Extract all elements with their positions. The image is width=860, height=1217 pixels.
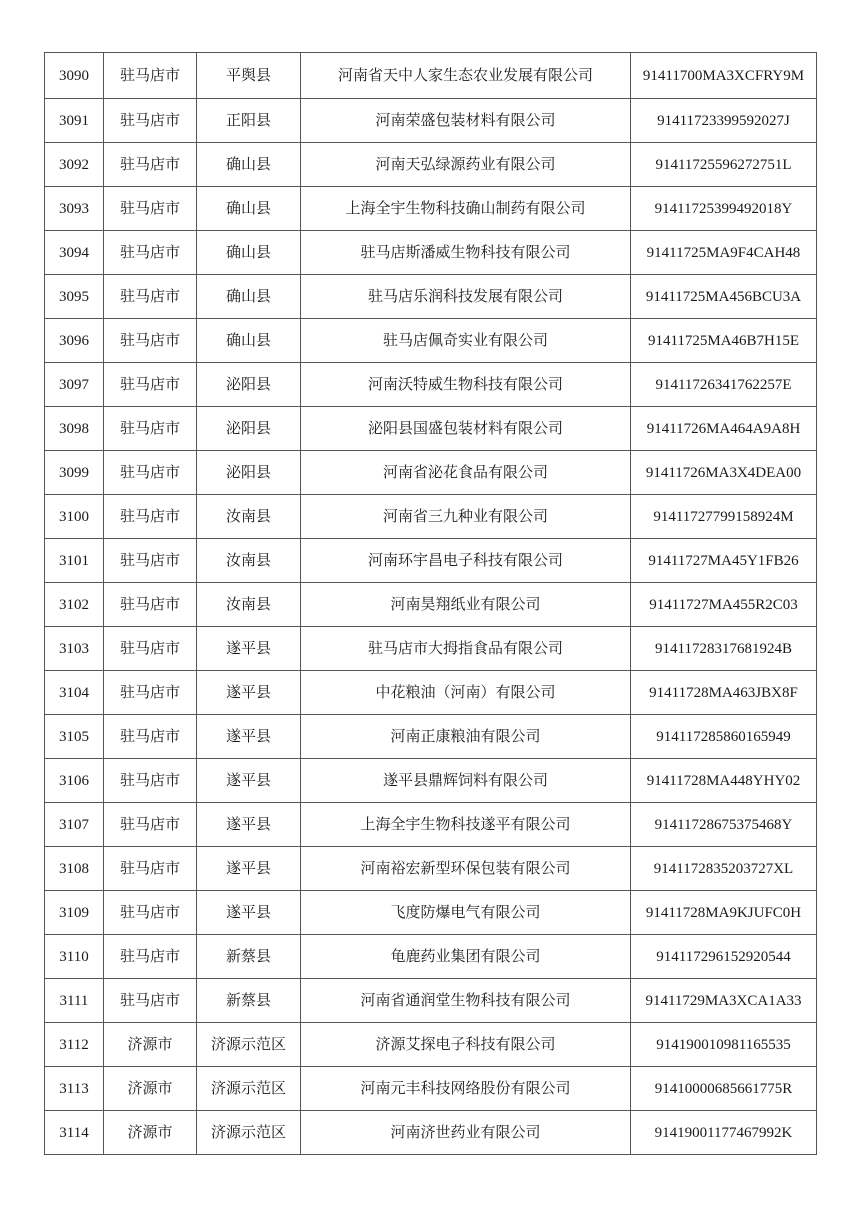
credit-code-cell: 91411728675375468Y xyxy=(631,803,817,847)
company-name-cell: 河南省三九种业有限公司 xyxy=(301,495,631,539)
company-name-cell: 河南省天中人家生态农业发展有限公司 xyxy=(301,53,631,99)
row-number: 3105 xyxy=(45,715,104,759)
credit-code-cell: 91411726MA3X4DEA00 xyxy=(631,451,817,495)
county-cell: 遂平县 xyxy=(197,715,301,759)
row-number: 3104 xyxy=(45,671,104,715)
table-row xyxy=(45,847,817,891)
credit-code-cell: 9141172835203727XL xyxy=(631,847,817,891)
county-cell: 遂平县 xyxy=(197,803,301,847)
county-cell: 新蔡县 xyxy=(197,935,301,979)
company-name-cell: 上海全宇生物科技遂平有限公司 xyxy=(301,803,631,847)
county-cell: 济源示范区 xyxy=(197,1111,301,1155)
row-number: 3100 xyxy=(45,495,104,539)
table-row xyxy=(45,1023,817,1067)
row-number: 3113 xyxy=(45,1067,104,1111)
company-name-cell: 济源艾探电子科技有限公司 xyxy=(301,1023,631,1067)
county-cell: 汝南县 xyxy=(197,495,301,539)
credit-code-cell: 914117296152920544 xyxy=(631,935,817,979)
row-number: 3094 xyxy=(45,231,104,275)
city-cell: 驻马店市 xyxy=(104,451,197,495)
credit-code-cell: 91411725MA456BCU3A xyxy=(631,275,817,319)
credit-code-cell: 91411725596272751L xyxy=(631,143,817,187)
row-number: 3114 xyxy=(45,1111,104,1155)
credit-code-cell: 914190010981165535 xyxy=(631,1023,817,1067)
row-number: 3091 xyxy=(45,99,104,143)
county-cell: 遂平县 xyxy=(197,847,301,891)
row-number: 3099 xyxy=(45,451,104,495)
row-number: 3111 xyxy=(45,979,104,1023)
credit-code-cell: 914117285860165949 xyxy=(631,715,817,759)
row-number: 3090 xyxy=(45,53,104,99)
city-cell: 驻马店市 xyxy=(104,671,197,715)
county-cell: 确山县 xyxy=(197,143,301,187)
credit-code-cell: 91411700MA3XCFRY9M xyxy=(631,53,817,99)
credit-code-cell: 91410000685661775R xyxy=(631,1067,817,1111)
table-body xyxy=(45,53,817,1155)
credit-code-cell: 91411728317681924B xyxy=(631,627,817,671)
table-row xyxy=(45,583,817,627)
credit-code-cell: 91411728MA463JBX8F xyxy=(631,671,817,715)
county-cell: 遂平县 xyxy=(197,759,301,803)
county-cell: 确山县 xyxy=(197,187,301,231)
city-cell: 驻马店市 xyxy=(104,319,197,363)
company-name-cell: 中花粮油（河南）有限公司 xyxy=(301,671,631,715)
city-cell: 驻马店市 xyxy=(104,495,197,539)
company-name-cell: 驻马店市大拇指食品有限公司 xyxy=(301,627,631,671)
city-cell: 济源市 xyxy=(104,1067,197,1111)
company-name-cell: 龟鹿药业集团有限公司 xyxy=(301,935,631,979)
city-cell: 驻马店市 xyxy=(104,143,197,187)
city-cell: 济源市 xyxy=(104,1023,197,1067)
company-name-cell: 遂平县鼎辉饲料有限公司 xyxy=(301,759,631,803)
row-number: 3106 xyxy=(45,759,104,803)
credit-code-cell: 91411728MA9KJUFC0H xyxy=(631,891,817,935)
row-number: 3101 xyxy=(45,539,104,583)
table-row xyxy=(45,539,817,583)
county-cell: 济源示范区 xyxy=(197,1067,301,1111)
city-cell: 济源市 xyxy=(104,1111,197,1155)
county-cell: 新蔡县 xyxy=(197,979,301,1023)
table-row xyxy=(45,759,817,803)
table-row xyxy=(45,407,817,451)
county-cell: 汝南县 xyxy=(197,539,301,583)
company-name-cell: 河南昊翔纸业有限公司 xyxy=(301,583,631,627)
city-cell: 驻马店市 xyxy=(104,539,197,583)
table-row xyxy=(45,187,817,231)
city-cell: 驻马店市 xyxy=(104,759,197,803)
credit-code-cell: 91411725399492018Y xyxy=(631,187,817,231)
city-cell: 驻马店市 xyxy=(104,935,197,979)
city-cell: 驻马店市 xyxy=(104,99,197,143)
company-name-cell: 河南荣盛包装材料有限公司 xyxy=(301,99,631,143)
county-cell: 确山县 xyxy=(197,275,301,319)
table-row xyxy=(45,979,817,1023)
county-cell: 确山县 xyxy=(197,231,301,275)
row-number: 3098 xyxy=(45,407,104,451)
company-name-cell: 河南沃特威生物科技有限公司 xyxy=(301,363,631,407)
row-number: 3102 xyxy=(45,583,104,627)
row-number: 3112 xyxy=(45,1023,104,1067)
company-name-cell: 驻马店佩奇实业有限公司 xyxy=(301,319,631,363)
table-row xyxy=(45,495,817,539)
credit-code-cell: 91411723399592027J xyxy=(631,99,817,143)
credit-code-cell: 91411727799158924M xyxy=(631,495,817,539)
row-number: 3092 xyxy=(45,143,104,187)
row-number: 3097 xyxy=(45,363,104,407)
row-number: 3109 xyxy=(45,891,104,935)
table-row xyxy=(45,99,817,143)
company-name-cell: 河南裕宏新型环保包装有限公司 xyxy=(301,847,631,891)
table-row xyxy=(45,1067,817,1111)
county-cell: 泌阳县 xyxy=(197,407,301,451)
company-name-cell: 泌阳县国盛包装材料有限公司 xyxy=(301,407,631,451)
city-cell: 驻马店市 xyxy=(104,275,197,319)
county-cell: 泌阳县 xyxy=(197,451,301,495)
credit-code-cell: 91411725MA46B7H15E xyxy=(631,319,817,363)
company-name-cell: 飞度防爆电气有限公司 xyxy=(301,891,631,935)
table-row xyxy=(45,53,817,99)
row-number: 3107 xyxy=(45,803,104,847)
company-registry-table xyxy=(44,52,817,1155)
credit-code-cell: 91411725MA9F4CAH48 xyxy=(631,231,817,275)
credit-code-cell: 91411728MA448YHY02 xyxy=(631,759,817,803)
table-row xyxy=(45,803,817,847)
credit-code-cell: 91411726341762257E xyxy=(631,363,817,407)
table-row xyxy=(45,363,817,407)
company-name-cell: 驻马店斯潘威生物科技有限公司 xyxy=(301,231,631,275)
company-name-cell: 河南正康粮油有限公司 xyxy=(301,715,631,759)
county-cell: 正阳县 xyxy=(197,99,301,143)
table-row xyxy=(45,231,817,275)
table-row xyxy=(45,143,817,187)
row-number: 3096 xyxy=(45,319,104,363)
credit-code-cell: 91411727MA455R2C03 xyxy=(631,583,817,627)
county-cell: 确山县 xyxy=(197,319,301,363)
credit-code-cell: 91411726MA464A9A8H xyxy=(631,407,817,451)
county-cell: 济源示范区 xyxy=(197,1023,301,1067)
company-name-cell: 河南天弘绿源药业有限公司 xyxy=(301,143,631,187)
row-number: 3108 xyxy=(45,847,104,891)
company-name-cell: 河南济世药业有限公司 xyxy=(301,1111,631,1155)
city-cell: 驻马店市 xyxy=(104,407,197,451)
table-row xyxy=(45,319,817,363)
table-row xyxy=(45,275,817,319)
city-cell: 驻马店市 xyxy=(104,979,197,1023)
table-row xyxy=(45,451,817,495)
company-name-cell: 河南省泌花食品有限公司 xyxy=(301,451,631,495)
city-cell: 驻马店市 xyxy=(104,627,197,671)
row-number: 3103 xyxy=(45,627,104,671)
city-cell: 驻马店市 xyxy=(104,53,197,99)
company-name-cell: 驻马店乐润科技发展有限公司 xyxy=(301,275,631,319)
company-name-cell: 河南元丰科技网络股份有限公司 xyxy=(301,1067,631,1111)
city-cell: 驻马店市 xyxy=(104,715,197,759)
table-row xyxy=(45,891,817,935)
county-cell: 遂平县 xyxy=(197,671,301,715)
credit-code-cell: 91411729MA3XCA1A33 xyxy=(631,979,817,1023)
city-cell: 驻马店市 xyxy=(104,363,197,407)
company-name-cell: 上海全宇生物科技确山制药有限公司 xyxy=(301,187,631,231)
table-row xyxy=(45,935,817,979)
company-name-cell: 河南环宇昌电子科技有限公司 xyxy=(301,539,631,583)
table-row xyxy=(45,715,817,759)
city-cell: 驻马店市 xyxy=(104,803,197,847)
county-cell: 遂平县 xyxy=(197,891,301,935)
row-number: 3093 xyxy=(45,187,104,231)
city-cell: 驻马店市 xyxy=(104,231,197,275)
table-row xyxy=(45,627,817,671)
county-cell: 汝南县 xyxy=(197,583,301,627)
credit-code-cell: 91419001177467992K xyxy=(631,1111,817,1155)
city-cell: 驻马店市 xyxy=(104,891,197,935)
row-number: 3110 xyxy=(45,935,104,979)
table-row xyxy=(45,671,817,715)
table-row xyxy=(45,1111,817,1155)
city-cell: 驻马店市 xyxy=(104,847,197,891)
county-cell: 遂平县 xyxy=(197,627,301,671)
city-cell: 驻马店市 xyxy=(104,583,197,627)
county-cell: 平舆县 xyxy=(197,53,301,99)
city-cell: 驻马店市 xyxy=(104,187,197,231)
row-number: 3095 xyxy=(45,275,104,319)
company-name-cell: 河南省通润堂生物科技有限公司 xyxy=(301,979,631,1023)
county-cell: 泌阳县 xyxy=(197,363,301,407)
credit-code-cell: 91411727MA45Y1FB26 xyxy=(631,539,817,583)
